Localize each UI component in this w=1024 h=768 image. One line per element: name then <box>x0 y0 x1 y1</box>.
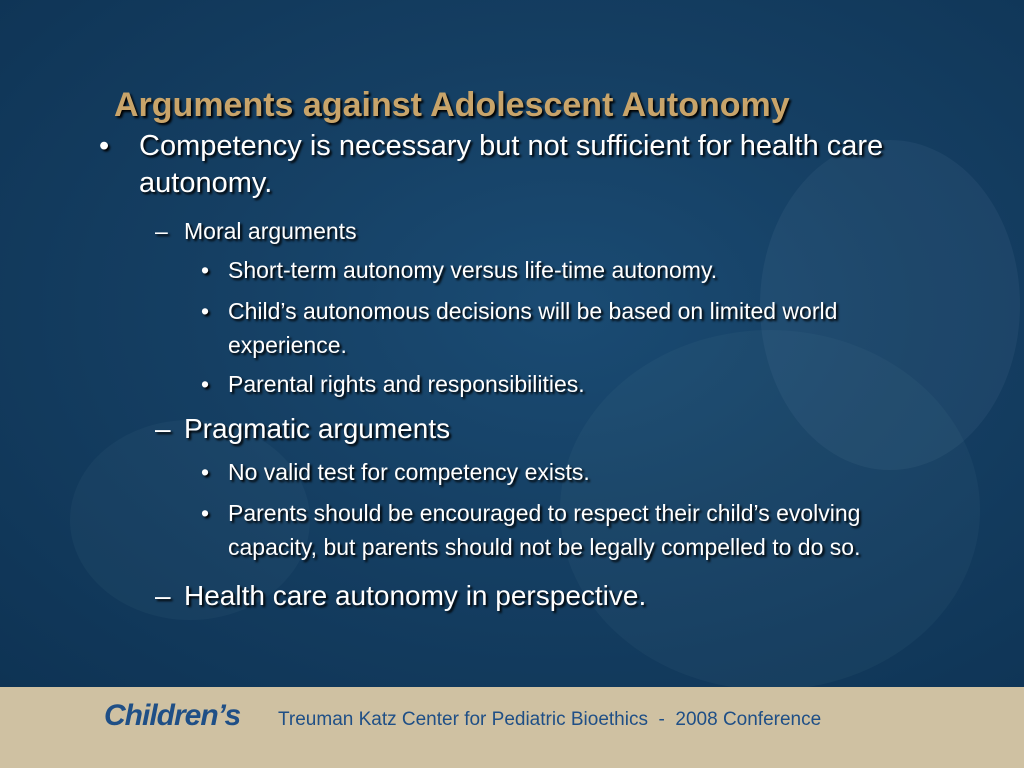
bullet-item <box>95 216 955 246</box>
bullet-marker: • <box>201 371 210 397</box>
bullet-item <box>95 455 918 489</box>
bullet-item <box>95 496 918 564</box>
bullet-marker: • <box>201 298 210 324</box>
footer-caption: Treuman Katz Center for Pediatric Bioethics - 2008 Conference <box>278 709 822 730</box>
bullet-text: Competency is necessary but not sufficient for health care autonomy. <box>139 130 884 199</box>
dash-marker: – <box>155 580 171 611</box>
bullet-item <box>95 253 918 287</box>
bullet-item <box>95 411 955 447</box>
bullet-text: Moral arguments <box>184 218 357 244</box>
childrens-logo: Children’s <box>104 699 241 732</box>
bullet-text: Parental rights and responsibilities. <box>228 371 585 397</box>
bullet-text: Health care autonomy in perspective. <box>184 580 647 611</box>
dash-marker: – <box>155 218 168 244</box>
bullet-marker: • <box>201 500 210 526</box>
bullet-text: Short-term autonomy versus life-time autonomy. <box>228 257 718 283</box>
bullet-text: Pragmatic arguments <box>184 413 451 444</box>
dash-marker: – <box>155 413 171 444</box>
bullet-item <box>95 367 918 401</box>
bullet-marker: • <box>201 459 210 485</box>
bullet-text: Child’s autonomous decisions will be based on limited world experience. <box>228 298 838 358</box>
bullet-marker: • <box>201 257 210 283</box>
bullet-text: No valid test for competency exists. <box>228 459 590 485</box>
bullet-list <box>95 128 955 614</box>
bullet-item <box>95 294 918 362</box>
bullet-item <box>95 128 955 202</box>
footer-band <box>0 687 1024 768</box>
bullet-marker: • <box>99 130 110 162</box>
bullet-item <box>95 578 955 614</box>
bullet-text: Parents should be encouraged to respect their child’s evolving capacity, but parents should not be legally compelled to do so. <box>228 500 861 560</box>
slide-title: Arguments against Adolescent Autonomy <box>114 86 790 124</box>
